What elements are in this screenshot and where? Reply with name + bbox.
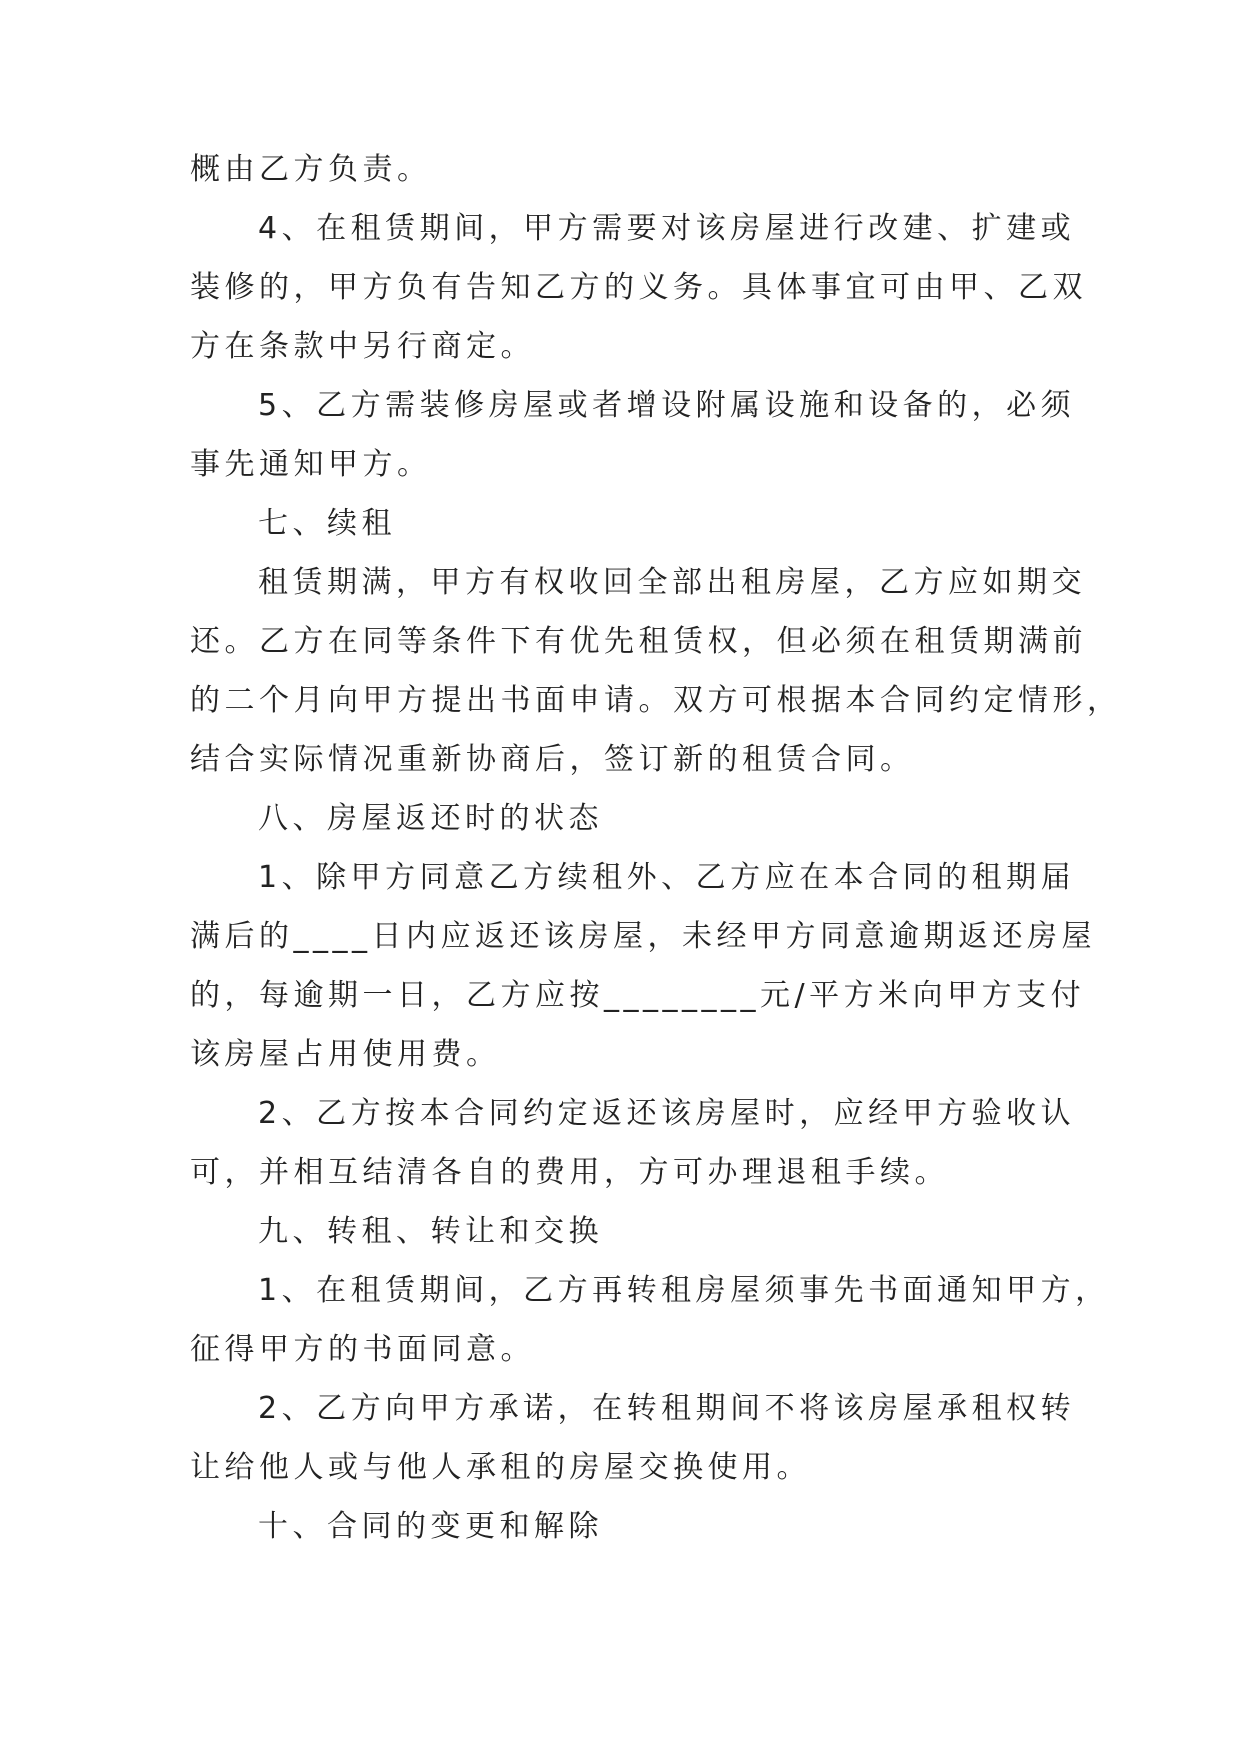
text-line: 的，每逾期一日，乙方应按________元/平方米向甲方支付 [190, 978, 1086, 1013]
clause-6-4: 4、在租赁期间，甲方需要对该房屋进行改建、扩建或 [258, 211, 1076, 246]
text-line: 事先通知甲方。 [190, 447, 432, 482]
text-line: 让给他人或与他人承租的房屋交换使用。 [190, 1450, 811, 1485]
text-line: 还。乙方在同等条件下有优先租赁权，但必须在租赁期满前 [190, 624, 1087, 659]
text-line: 的二个月向甲方提出书面申请。双方可根据本合同约定情形， [190, 683, 1122, 718]
section-heading-8: 八、房屋返还时的状态 [258, 801, 603, 836]
clause-9-1: 1、在租赁期间，乙方再转租房屋须事先书面通知甲方， [258, 1273, 1110, 1308]
text-line: 征得甲方的书面同意。 [190, 1332, 535, 1367]
text-line: 该房屋占用使用费。 [190, 1037, 501, 1072]
clause-9-2: 2、乙方向甲方承诺，在转租期间不将该房屋承租权转 [258, 1391, 1076, 1426]
section-heading-9: 九、转租、转让和交换 [258, 1214, 603, 1249]
text-line: 结合实际情况重新协商后，签订新的租赁合同。 [190, 742, 915, 777]
text-line: 满后的____日内应返还该房屋，未经甲方同意逾期返还房屋 [190, 919, 1096, 954]
section-heading-7: 七、续租 [258, 506, 396, 541]
clause-8-2: 2、乙方按本合同约定返还该房屋时，应经甲方验收认 [258, 1096, 1076, 1131]
text-line: 装修的，甲方负有告知乙方的义务。具体事宜可由甲、乙双 [190, 270, 1087, 305]
text-line: 概由乙方负责。 [190, 152, 432, 187]
text-line: 可，并相互结清各自的费用，方可办理退租手续。 [190, 1155, 949, 1190]
clause-6-5: 5、乙方需装修房屋或者增设附属设施和设备的，必须 [258, 388, 1076, 423]
contract-text [190, 152, 1122, 1571]
section-heading-10: 十、合同的变更和解除 [258, 1509, 603, 1544]
text-line: 方在条款中另行商定。 [190, 329, 535, 364]
clause-8-1: 1、除甲方同意乙方续租外、乙方应在本合同的租期届 [258, 860, 1076, 895]
section-7-paragraph: 租赁期满，甲方有权收回全部出租房屋，乙方应如期交 [258, 565, 1086, 600]
